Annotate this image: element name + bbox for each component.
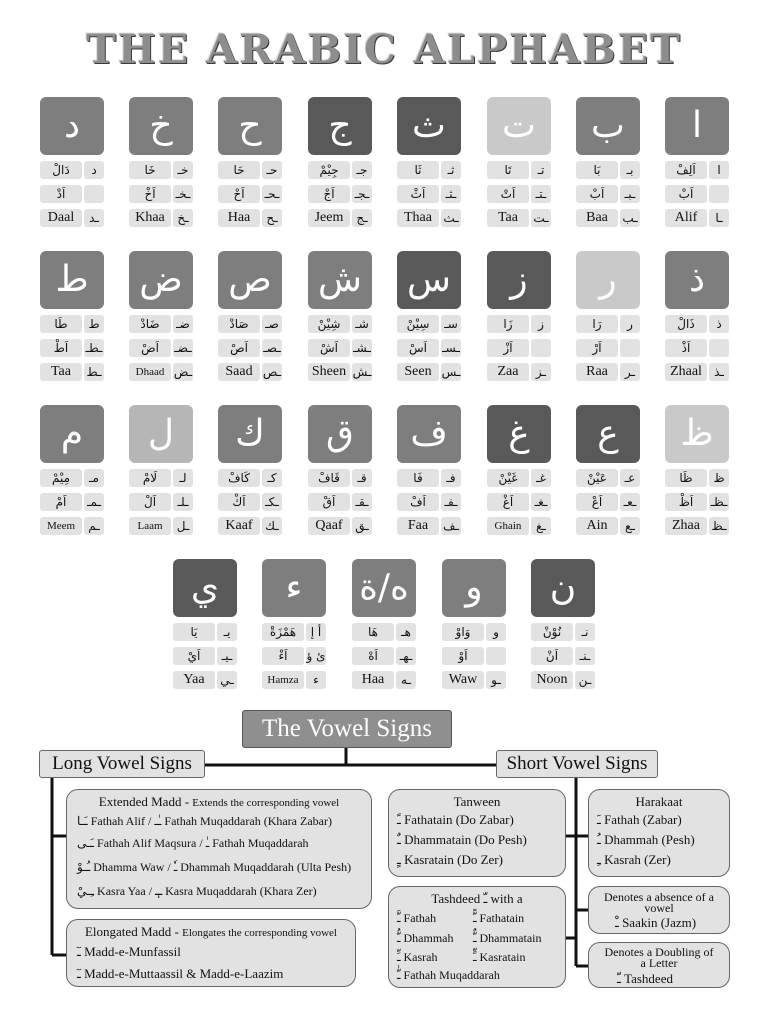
- letter-example: عَيْنْ: [576, 469, 618, 487]
- letter-form: ـذ: [709, 363, 729, 381]
- letter-glyph: ص: [218, 251, 282, 309]
- letter-example: مِيْمْ: [40, 469, 82, 487]
- letter-example: نُوْنْ: [531, 623, 573, 641]
- letter-example: ظَا: [665, 469, 707, 487]
- letter-name: Taa: [40, 363, 82, 381]
- letter-example: زَا: [487, 315, 529, 333]
- letter-form: ـعـ: [620, 493, 640, 511]
- letter-example: ذَالْ: [665, 315, 707, 333]
- tashdeed-a3: ـِّ Kasrah: [397, 950, 438, 964]
- letter-form: ـر: [620, 363, 640, 381]
- letter-form: د: [84, 161, 104, 179]
- letter-form: ـت: [531, 209, 551, 227]
- letter-form: ظ: [709, 469, 729, 487]
- letter-name: Baa: [576, 209, 618, 227]
- letter-name: Haa: [218, 209, 260, 227]
- letter-form: كـ: [262, 469, 282, 487]
- letter-example: حَا: [218, 161, 260, 179]
- letter-glyph: ش: [308, 251, 372, 309]
- tanween-box: [388, 789, 566, 877]
- letter-form: خـ: [173, 161, 193, 179]
- letter-glyph: ظ: [665, 405, 729, 463]
- letter-glyph: ه/ة: [352, 559, 416, 617]
- letter-form: ز: [531, 315, 551, 333]
- letter-glyph: ي: [173, 559, 237, 617]
- harakaat-line-2: ـُ Dhammah (Pesh): [597, 832, 695, 847]
- letter-example: شِيْنْ: [308, 315, 350, 333]
- letter-form: يـ: [217, 623, 237, 641]
- letter-form: ـخ: [173, 209, 193, 227]
- letter-form: لـ: [173, 469, 193, 487]
- letter-example: اَنْ: [531, 647, 573, 665]
- letter-form: ـم: [84, 517, 104, 535]
- letter-glyph: ا: [665, 97, 729, 155]
- harakaat-box: [588, 789, 730, 877]
- letter-example: اَثْ: [397, 185, 439, 203]
- letter-form: مـ: [84, 469, 104, 487]
- tashdeed-b3: ـٍّ Kasratain: [473, 950, 526, 964]
- letter-form: ـا: [709, 209, 729, 227]
- letter-example: لَامْ: [129, 469, 171, 487]
- letter-form: ـف: [441, 517, 461, 535]
- page-title: THE ARABIC ALPHABET: [86, 26, 682, 73]
- letter-form: ـهـ: [396, 647, 416, 665]
- letter-glyph: و: [442, 559, 506, 617]
- tashdeed-a4: ـّٰ Fathah Muqaddarah: [397, 968, 500, 982]
- letter-form: ـب: [620, 209, 640, 227]
- letter-example: فَا: [397, 469, 439, 487]
- vowel-signs-title: The Vowel Signs: [242, 710, 452, 748]
- tanween-title: Tanween: [453, 794, 501, 809]
- letter-example: اَزْ: [487, 339, 529, 357]
- letter-form: ـه: [396, 671, 416, 689]
- letter-glyph: ذ: [665, 251, 729, 309]
- letter-form: ـو: [486, 671, 506, 689]
- letter-form: ـط: [84, 363, 104, 381]
- letter-form: ـطـ: [85, 341, 103, 355]
- letter-form: و: [486, 623, 506, 641]
- letter-glyph: ل: [129, 405, 193, 463]
- letter-example: اَكْ: [218, 493, 260, 511]
- letter-name: Waw: [442, 671, 484, 689]
- letter-form: فـ: [441, 469, 461, 487]
- letter-name: Hamza: [262, 671, 304, 689]
- letter-form: شـ: [352, 315, 372, 333]
- letter-form: هـ: [396, 623, 416, 641]
- letter-form: أ إ: [306, 623, 326, 641]
- letter-example: قَافْ: [308, 469, 350, 487]
- tashdeed-box: [388, 886, 566, 988]
- letter-name: Khaa: [129, 209, 171, 227]
- letter-glyph: ك: [218, 405, 282, 463]
- letter-glyph: ط: [40, 251, 104, 309]
- letter-form: ـغـ: [531, 493, 551, 511]
- tashdeed-title: Tashdeed ـّ with a: [431, 891, 523, 906]
- letter-form: ـي: [217, 671, 237, 689]
- saakin-box: [588, 886, 730, 934]
- letter-example: رَا: [576, 315, 618, 333]
- letter-form: ر: [620, 315, 640, 333]
- letter-form: ـخـ: [173, 185, 193, 203]
- extended-line-1b: ـٰـ Fathah Muqaddarah (Khara Zabar): [154, 814, 332, 828]
- letter-example: دَالْ: [40, 161, 82, 179]
- harakaat-line-1: ـَ Fathah (Zabar): [597, 812, 682, 827]
- letter-example: ثَا: [397, 161, 439, 179]
- letter-example: اَفْ: [397, 493, 439, 511]
- letter-name: Ghain: [487, 517, 529, 535]
- letter-form: ـص: [262, 365, 282, 379]
- letter-name: Raa: [576, 363, 618, 381]
- letter-form: ء: [306, 671, 326, 689]
- letter-form: ـسـ: [442, 341, 460, 355]
- letter-form: ذ: [709, 315, 729, 333]
- letter-name: Taa: [487, 209, 529, 227]
- letter-name: Seen: [397, 363, 439, 381]
- letter-example: اَبْ: [665, 185, 707, 203]
- letter-form: ـق: [352, 517, 372, 535]
- letter-form: ـقـ: [352, 493, 372, 511]
- letter-example: اَذْ: [665, 339, 707, 357]
- letter-form: ـلـ: [173, 493, 193, 511]
- letter-name: Sheen: [308, 363, 350, 381]
- letter-example: اَضْ: [129, 339, 171, 357]
- letter-example: اَمْ: [40, 493, 82, 511]
- letter-form: ثـ: [441, 161, 461, 179]
- tashdeed-b1: ـًّ Fathatain: [473, 911, 525, 925]
- letter-example: اَرْ: [576, 339, 618, 357]
- long-vowel-header: Long Vowel Signs: [39, 750, 205, 778]
- letter-example: اَيْ: [173, 647, 215, 665]
- letter-name: Kaaf: [218, 517, 260, 535]
- tanween-line-2: ـٌ Dhammatain (Do Pesh): [397, 832, 527, 847]
- letter-example: يَا: [173, 623, 215, 641]
- letter-form: ـس: [441, 365, 461, 379]
- letter-name: Noon: [531, 671, 573, 689]
- extended-line-4a: ـِـيْ Kasra Yaa /: [77, 884, 156, 898]
- harakaat-line-3: ـِ Kasrah (Zer): [597, 852, 671, 867]
- letter-glyph: س: [397, 251, 461, 309]
- doubling-title: Denotes a Doubling of a Letter: [604, 945, 714, 970]
- letter-form: ـغ: [531, 517, 551, 535]
- letter-form: ـفـ: [441, 493, 461, 511]
- letter-name: Meem: [40, 517, 82, 535]
- letter-name: Faa: [397, 517, 439, 535]
- letter-glyph: ع: [576, 405, 640, 463]
- letter-form: ـنـ: [575, 647, 595, 665]
- letter-form: ـض: [173, 365, 193, 379]
- letter-form: ـث: [441, 209, 461, 227]
- letter-form: ـبـ: [620, 185, 640, 203]
- letter-form: ـح: [262, 209, 282, 227]
- extended-line-2b: ـٰ Fathah Muqaddarah: [205, 836, 309, 850]
- letter-example: اَطْ: [40, 339, 82, 357]
- letter-form: ـثـ: [441, 185, 461, 203]
- letter-form: بـ: [620, 161, 640, 179]
- letter-form: ـصـ: [263, 341, 281, 355]
- letter-form: ا: [709, 161, 729, 179]
- letter-example: هَمْزَةْ: [262, 623, 304, 641]
- letter-example: اَهْ: [352, 647, 394, 665]
- letter-name: Laam: [129, 517, 171, 535]
- letter-glyph: ض: [129, 251, 193, 309]
- letter-example: طَا: [40, 315, 82, 333]
- letter-form: ـشـ: [353, 341, 371, 355]
- letter-example: اَءْ: [262, 647, 304, 665]
- letter-example: اَوْ: [442, 647, 484, 665]
- doubling-box: [588, 942, 730, 988]
- letter-glyph: غ: [487, 405, 551, 463]
- letter-name: Ain: [576, 517, 618, 535]
- letter-form: قـ: [352, 469, 372, 487]
- letter-example: اَقْ: [308, 493, 350, 511]
- letter-example: غَيْنْ: [487, 469, 529, 487]
- letter-example: اَسْ: [397, 339, 439, 357]
- letter-example: سِيْنْ: [397, 315, 439, 333]
- letter-example: هَا: [352, 623, 394, 641]
- letter-glyph: ز: [487, 251, 551, 309]
- letter-form: ط: [84, 315, 104, 333]
- letter-form: ـضـ: [174, 341, 192, 355]
- letter-form: جـ: [352, 161, 372, 179]
- letter-glyph: م: [40, 405, 104, 463]
- short-vowel-header: Short Vowel Signs: [496, 750, 658, 778]
- letter-glyph: ب: [576, 97, 640, 155]
- letter-form: حـ: [262, 161, 282, 179]
- extended-line-1a: ـَـا Fathah Alif /: [77, 814, 155, 828]
- letter-name: Zhaal: [665, 363, 707, 381]
- letter-form: ـجـ: [352, 185, 372, 203]
- letter-form: ئ ؤ: [306, 649, 326, 663]
- letter-example: اَتْ: [487, 185, 529, 203]
- letter-glyph: ح: [218, 97, 282, 155]
- letter-example: اَظْ: [665, 493, 707, 511]
- letter-example: اَخْ: [129, 185, 171, 203]
- letter-glyph: ف: [397, 405, 461, 463]
- letter-form: ـحـ: [262, 185, 282, 203]
- letter-form: ـك: [262, 517, 282, 535]
- elongated-line-1: ـٓ Madd-e-Munfassil: [77, 944, 181, 959]
- letter-example: صَادْ: [218, 315, 260, 333]
- letter-example: اَعْ: [576, 493, 618, 511]
- tashdeed-a1: ـَّ Fathah: [397, 911, 437, 925]
- extended-madd-title: Extended Madd -: [98, 794, 193, 809]
- letter-example: اَحْ: [218, 185, 260, 203]
- letter-form: صـ: [262, 315, 282, 333]
- saakin-line: ـْ Saakin (Jazm): [615, 915, 697, 930]
- letter-example: جِيْمْ: [308, 161, 350, 179]
- letter-glyph: ء: [262, 559, 326, 617]
- letter-form: ـكـ: [262, 493, 282, 511]
- extended-line-3a: ـُـوْ Dhamma Waw /: [77, 860, 174, 874]
- letter-form: ـش: [352, 365, 372, 379]
- letter-form: ـمـ: [84, 493, 104, 511]
- letter-example: اَغْ: [487, 493, 529, 511]
- letter-form: ـع: [620, 517, 640, 535]
- letter-name: Dhaad: [129, 363, 171, 381]
- letter-name: Qaaf: [308, 517, 350, 535]
- letter-form: ـل: [173, 517, 193, 535]
- letter-glyph: ق: [308, 405, 372, 463]
- letter-example: خَا: [129, 161, 171, 179]
- letter-form: ـظـ: [710, 495, 728, 509]
- letter-name: Zhaa: [665, 517, 707, 535]
- letter-example: بَا: [576, 161, 618, 179]
- letter-glyph: ت: [487, 97, 551, 155]
- letter-form: ـيـ: [217, 647, 237, 665]
- letter-form: ـز: [531, 363, 551, 381]
- letter-form: تـ: [531, 161, 551, 179]
- letter-glyph: ث: [397, 97, 461, 155]
- letter-example: اَدْ: [40, 185, 82, 203]
- letter-form: ـظ: [709, 517, 729, 535]
- letter-name: Daal: [40, 209, 82, 227]
- letter-glyph: ن: [531, 559, 595, 617]
- extended-line-4b: ـٖ Kasra Muqaddarah (Khara Zer): [155, 884, 317, 898]
- elongated-madd-box: [66, 919, 356, 987]
- letter-name: Thaa: [397, 209, 439, 227]
- letter-form: عـ: [620, 469, 640, 487]
- letter-glyph: ر: [576, 251, 640, 309]
- letter-name: Haa: [352, 671, 394, 689]
- letter-name: Alif: [665, 209, 707, 227]
- letter-form: ـد: [84, 209, 104, 227]
- letter-example: اَصْ: [218, 339, 260, 357]
- tanween-line-3: ـٍ Kasratain (Do Zer): [397, 852, 503, 867]
- saakin-title: Denotes a absence of a vowel: [604, 890, 714, 915]
- letter-example: اَبْ: [576, 185, 618, 203]
- letter-name: Yaa: [173, 671, 215, 689]
- letter-example: اَلْ: [129, 493, 171, 511]
- letter-name: Zaa: [487, 363, 529, 381]
- elongated-madd-desc: Elongates the corresponding vowel: [182, 927, 337, 939]
- elongated-madd-title: Elongated Madd -: [84, 924, 183, 939]
- letter-name: Saad: [218, 363, 260, 381]
- letter-example: اَشْ: [308, 339, 350, 357]
- harakaat-title: Harakaat: [635, 794, 683, 809]
- tanween-line-1: ـً Fathatain (Do Zabar): [397, 812, 514, 827]
- letter-form: غـ: [531, 469, 551, 487]
- tashdeed-b2: ـٌّ Dhammatain: [473, 931, 542, 945]
- tashdeed-a2: ـُّ Dhammah: [397, 931, 454, 945]
- extended-line-2a: ـَـى Fathah Alif Maqsura /: [77, 836, 206, 850]
- extended-madd-box: [66, 789, 372, 909]
- letter-example: اَلِفْ: [665, 161, 707, 179]
- letter-name: Jeem: [308, 209, 350, 227]
- letter-form: ـتـ: [531, 185, 551, 203]
- extended-madd-desc: Extends the corresponding vowel: [192, 797, 340, 809]
- extended-line-3b: ـٗ Dhammah Muqaddarah (Ulta Pesh): [173, 860, 352, 874]
- letter-example: ضَادْ: [129, 315, 171, 333]
- letter-example: اَجْ: [308, 185, 350, 203]
- letter-form: ـج: [352, 209, 372, 227]
- letter-glyph: ج: [308, 97, 372, 155]
- letter-glyph: خ: [129, 97, 193, 155]
- letter-example: تَا: [487, 161, 529, 179]
- letter-glyph: د: [40, 97, 104, 155]
- elongated-line-2: ـٓ Madd-e-Muttaassil & Madd-e-Laazim: [77, 966, 284, 981]
- letter-example: وَاوْ: [442, 623, 484, 641]
- letter-example: كَافْ: [218, 469, 260, 487]
- letter-form: ضـ: [173, 315, 193, 333]
- doubling-line: ـّ Tashdeed: [617, 971, 673, 986]
- letter-form: نـ: [575, 623, 595, 641]
- letter-form: سـ: [441, 315, 461, 333]
- letter-form: ـن: [575, 671, 595, 689]
